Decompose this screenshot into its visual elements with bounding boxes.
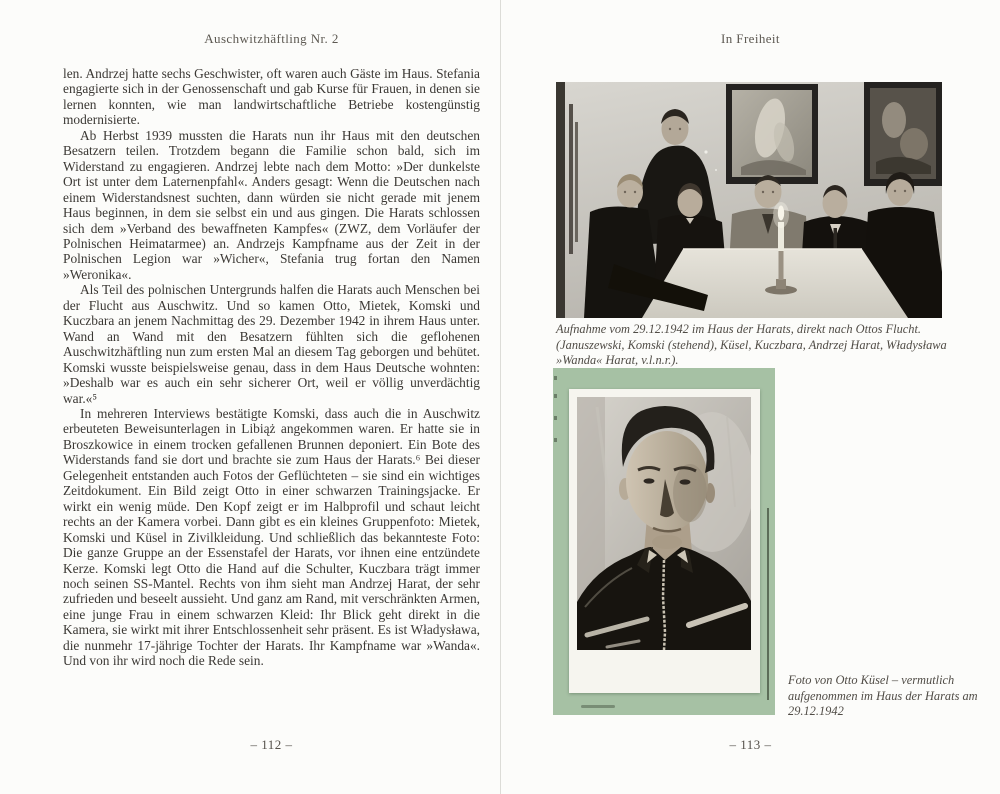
portrait-photo-image xyxy=(569,389,760,693)
left-page-number: – 112 – xyxy=(250,737,293,752)
paragraph-3: Als Teil des polnischen Untergrunds halfen die Harats auch Menschen bei der Flucht aus Auschwitz. Und so kamen Otto, Mietek, Komski und Kuczbara an jenem Nachmittag des 29. Dezember 1942 in ihrem Haus unter. Wand an Wand mit den Besatzern fühlten sich die geflohenen Auschwitzhäftling nun zum ersten Mal an diesem Tag geborgen und behütet. Komski wusste beispielsweise genau, dass in dem Haus Deutsche wohnten: »Deshalb war es auch ein sehr sicherer Ort, weil er völlig unverdächtig war.«⁵ xyxy=(63,282,480,406)
left-page-text xyxy=(63,66,480,669)
right-page-number: – 113 – xyxy=(729,737,772,752)
fold-line xyxy=(767,508,769,700)
right-running-head: In Freiheit xyxy=(721,31,780,46)
paragraph-4: In mehreren Interviews bestätigte Komski, dass auch die in Auschwitz erbeuteten Beweisunterlagen in Libiąż angekommen waren. Er hatte sie in Broszkowice in einem trocken gefallenen Brunnen deponiert. Ein Bote des Widerstands fand sie dort und brachte sie zum Haus der Harats.⁶ Bei dieser Gelegenheit entstanden auch Fotos der Geflüchteten – sie sind ein wichtiges Zeitdokument. Ein Bild zeigt Otto in einer schwarzen Trainingsjacke. Er wirkt ein wenig müde. Den Kopf zeigt er im Halbprofil und schaut leicht rechts an der Kamera vorbei. Dann gibt es ein kleines Gruppenfoto: Mietek, Komski und Küsel in Zivilkleidung. Und schließlich das bekannteste Foto: Die ganze Gruppe an der Essenstafel der Harats, vor ihnen eine entzündete Kerze. Komski legt Otto die Hand auf die Schulter, Kuczbara trägt immer noch seinen SS-Mantel. Rechts von ihm sieht man Andrzej Harat, der sehr zufrieden und beseelt aussieht. Und ganz am Rand, mit verschränkten Armen, eine junge Frau in einem schwarzen Kleid: Ihr Blick geht direkt in die Kamera, sie wirkt mit ihrer Entschlossenheit sehr präsent. Es ist Władysława, die nunmehr 17-jährige Tochter der Harats. Ihr Kampfname war »Wanda«. Und von ihr wird noch die Rede sein. xyxy=(63,405,480,669)
left-running-head: Auschwitzhäftling Nr. 2 xyxy=(204,31,339,46)
group-photo-caption: Aufnahme vom 29.12.1942 im Haus der Harats, direkt nach Ottos Flucht. (Januszewski, Komski (stehend), Küsel, Kuczbara, Andrzej Harat, Władysława »Wanda« Harat, v.l.n.r.). xyxy=(556,322,947,367)
scan-marks xyxy=(554,376,557,476)
portrait-photo-caption: Foto von Otto Küsel – vermutlich aufgenommen im Haus der Harats am 29.12.1942 xyxy=(788,673,978,718)
portrait-photo-mount xyxy=(553,368,775,715)
group-photo-image xyxy=(556,82,942,318)
paragraph-1: len. Andrzej hatte sechs Geschwister, oft waren auch Gäste im Haus. Stefania engagierte sich in der Genossenschaft und gab Kurse für Frauen, in denen sie lernen konnten, wie man landwirtschaftliche Betriebe kostengünstig modernisierte. xyxy=(63,66,480,128)
page-gutter-divider xyxy=(500,0,501,794)
smudge-mark xyxy=(581,705,615,708)
paragraph-2: Ab Herbst 1939 mussten die Harats nun ihr Haus mit den deutschen Besatzern teilen. Trotzdem begann die Familie schon bald, sich im Widerstand zu engagieren. Andrzej lebte nach dem Motto: »Der dunkelste Ort ist unter dem Laternenpfahl«. Anders gesagt: Wenn die Deutschen nach einem Widerstandsnest suchten, dann würden sie nicht gerade mit jenem Haus beginnen, in dem sie selbst ein und aus gingen. Die Harats schlossen sich dem »Verband des bewaffneten Kampfes« (ZWZ, dem Vorläufer der Polnischen Heimatarmee) an. Andrzejs Kampfname aus der Zeit in der Polnischen Legion war »Wicher«, Stefania trug fortan den Namen »Weronika«. xyxy=(63,127,480,282)
